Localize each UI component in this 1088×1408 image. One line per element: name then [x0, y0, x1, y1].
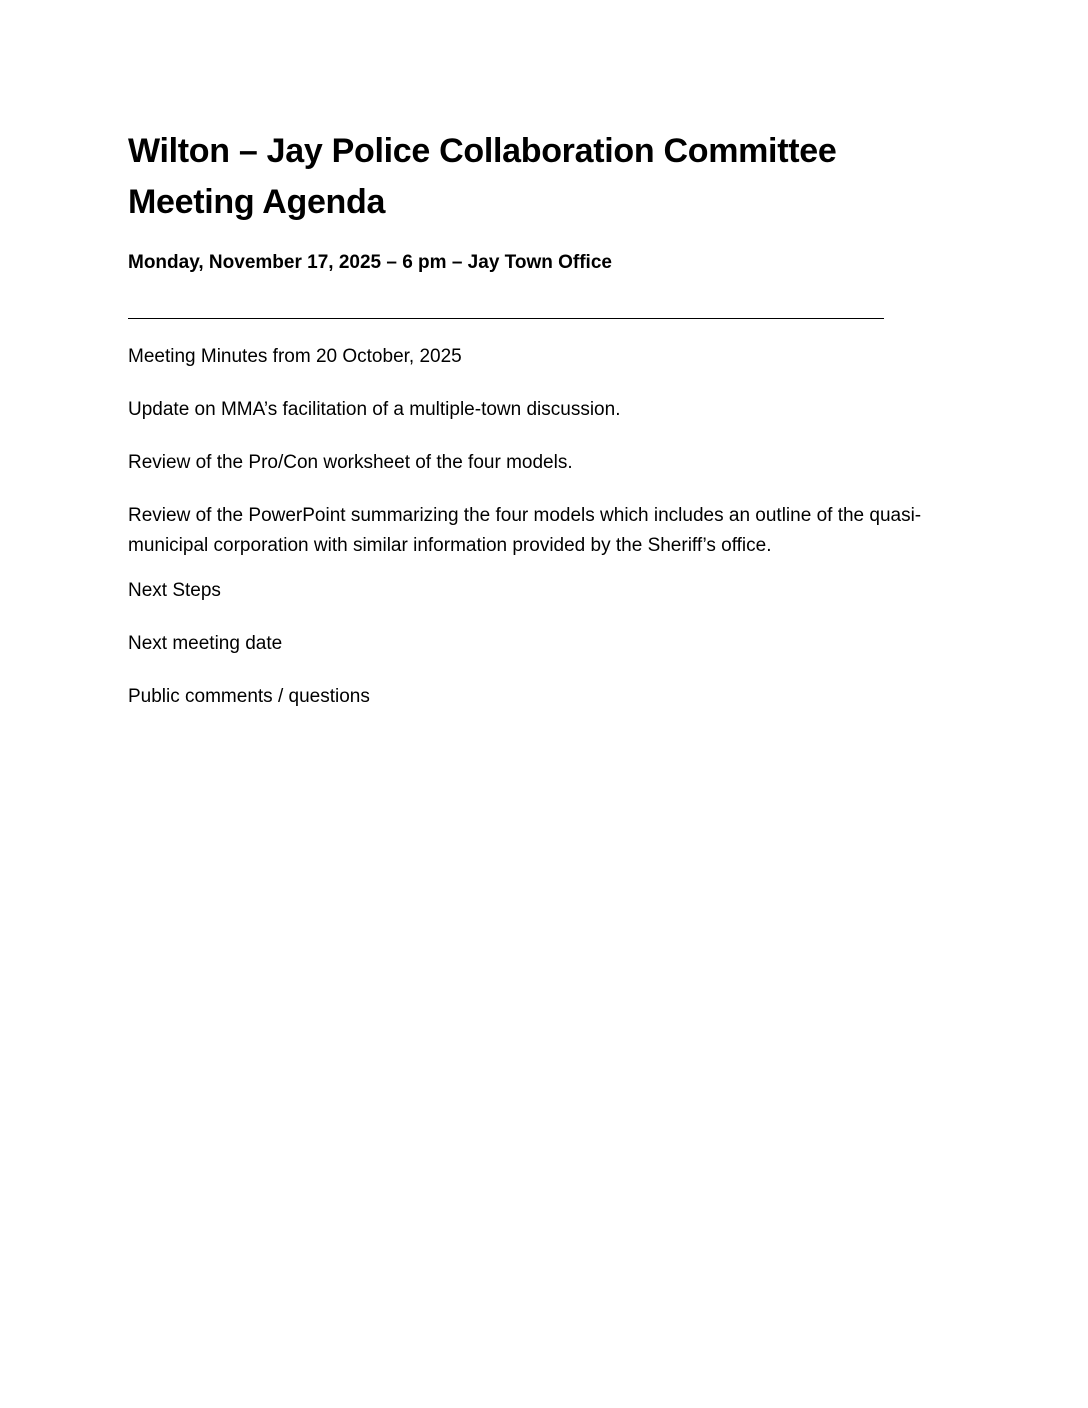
agenda-item-next-steps: Next Steps	[128, 580, 221, 601]
horizontal-divider	[128, 318, 884, 319]
agenda-item-minutes: Meeting Minutes from 20 October, 2025	[128, 346, 462, 367]
document-page	[128, 126, 948, 735]
agenda-item-next-meeting-date: Next meeting date	[128, 633, 283, 654]
agenda-item-powerpoint-review: Review of the PowerPoint summarizing the four models which includes an outline of the quasi-municipal corporation with similar information provided by the Sheriff’s office.	[128, 505, 922, 556]
title-line-1: Wilton – Jay Police Collaboration Committee	[128, 132, 837, 170]
agenda-list	[128, 342, 948, 712]
agenda-item-public-comments: Public comments / questions	[128, 686, 370, 707]
title-line-2: Meeting Agenda	[128, 183, 386, 221]
meeting-date-location: Monday, November 17, 2025 – 6 pm – Jay Town Office	[128, 252, 612, 273]
agenda-item-procon-review: Review of the Pro/Con worksheet of the four models.	[128, 452, 573, 473]
agenda-item-mma-update: Update on MMA’s facilitation of a multiple-town discussion.	[128, 399, 621, 420]
document-title	[128, 126, 948, 228]
